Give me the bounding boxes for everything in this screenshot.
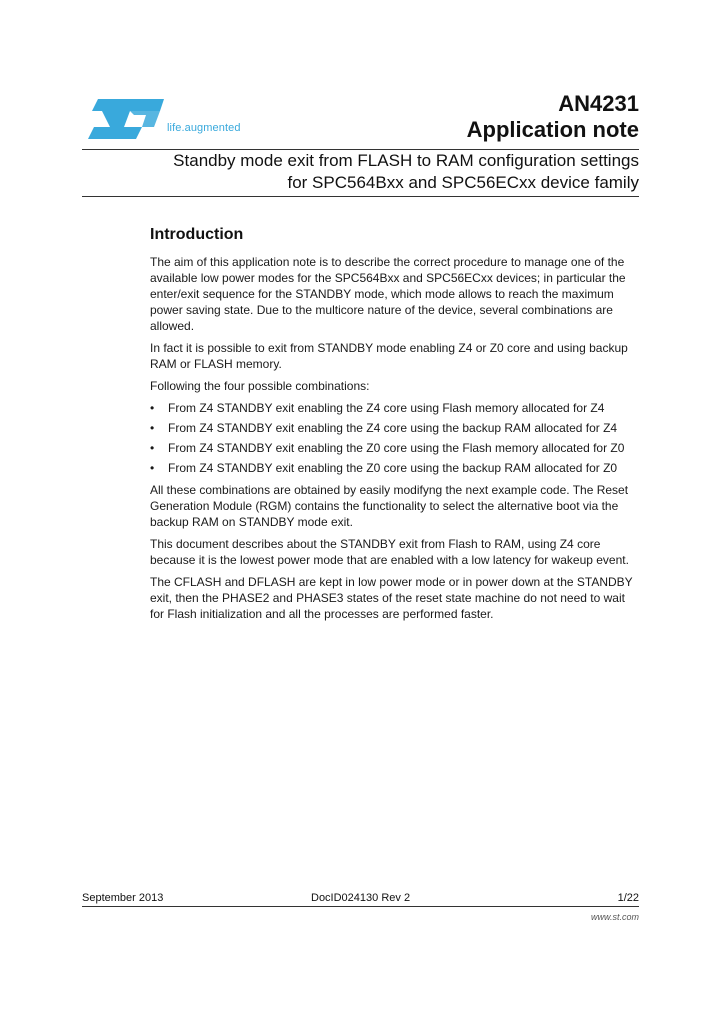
footer-divider: [82, 906, 639, 907]
bullet-icon: •: [150, 441, 155, 455]
bullet-icon: •: [150, 401, 155, 415]
section-title: Introduction: [150, 226, 244, 243]
footer-date: September 2013: [82, 892, 164, 904]
list-item: • From Z4 STANDBY exit enabling the Z0 core using the Flash memory allocated for Z0: [150, 441, 625, 455]
website-link[interactable]: www.st.com: [590, 912, 639, 922]
doc-number: AN4231: [558, 91, 639, 116]
paragraph: This document describes about the STANDBY exit from Flash to RAM, using Z4 core because it is the lowest power mode that are enabled with a low latency for wakeup event.: [150, 537, 629, 567]
doc-subtitle-line2: for SPC564Bxx and SPC56ECxx device family: [287, 173, 639, 192]
doc-type: Application note: [466, 117, 639, 142]
bullet-icon: •: [150, 421, 155, 435]
section-body: [150, 254, 640, 628]
st-logo: [84, 97, 264, 141]
doc-subtitle-line1: Standby mode exit from FLASH to RAM configuration settings: [173, 151, 639, 170]
list-item: • From Z4 STANDBY exit enabling the Z4 core using Flash memory allocated for Z4: [150, 401, 605, 415]
footer-doc-id: DocID024130 Rev 2: [311, 892, 411, 904]
footer-page-number: 1/22: [617, 892, 639, 904]
logo-tagline: life.augmented: [167, 122, 241, 134]
paragraph: In fact it is possible to exit from STANDBY mode enabling Z4 or Z0 core and using backup RAM or FLASH memory.: [150, 341, 628, 371]
bullet-icon: •: [150, 461, 155, 475]
list-item: • From Z4 STANDBY exit enabling the Z4 core using the backup RAM allocated for Z4: [150, 421, 618, 435]
paragraph: The CFLASH and DFLASH are kept in low power mode or in power down at the STANDBY exit, then the PHASE2 and PHASE3 states of the reset state machine do not need to wait for Flash initialization and all the processes are performed faster.: [150, 575, 633, 621]
paragraph: All these combinations are obtained by easily modifyng the next example code. The Reset Generation Module (RGM) contains the functionality to select the alternative boot via the backup RAM on STANDBY mode exit.: [150, 483, 629, 529]
combination-list: [150, 400, 640, 476]
paragraph: Following the four possible combinations:: [150, 379, 370, 393]
subtitle-divider: [82, 196, 639, 197]
header-divider: [82, 149, 639, 150]
paragraph: The aim of this application note is to describe the correct procedure to manage one of the available low power modes for the SPC564Bxx and SPC56ECxx devices; in particular the enter/exit sequence for the STANDBY mode, which mode allows to reach the maximum power saving state. Due to the multicore nature of the device, several combinations are allowed.: [150, 255, 626, 333]
list-item: • From Z4 STANDBY exit enabling the Z0 core using the backup RAM allocated for Z0: [150, 461, 618, 475]
